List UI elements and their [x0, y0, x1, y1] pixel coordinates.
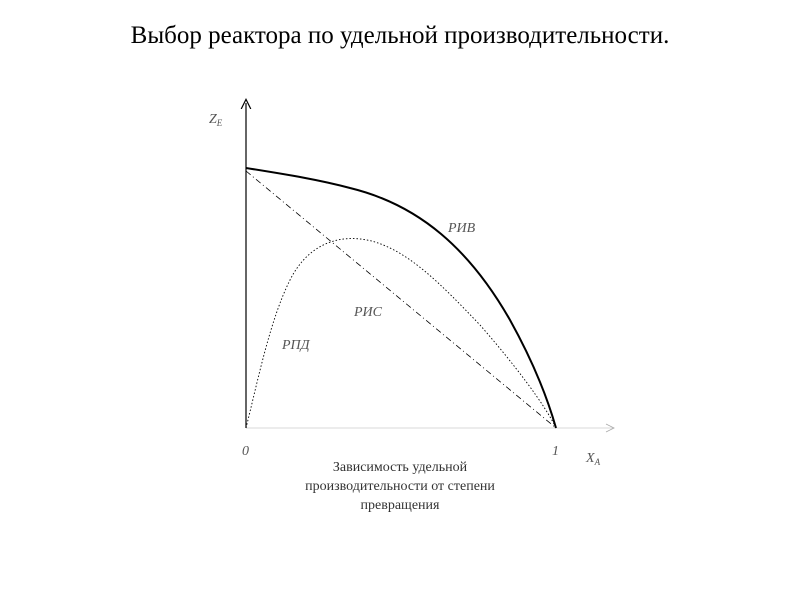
caption-line-2: производительности от степени: [305, 479, 495, 494]
caption-line-3: превращения: [360, 498, 440, 513]
x-end-label: 1: [552, 444, 559, 459]
caption-line-1: Зависимость удельной: [332, 460, 468, 475]
curve-label-ris: РИС: [354, 305, 382, 320]
origin-label: 0: [242, 444, 249, 459]
slide-title: Выбор реактора по удельной производительности.: [130, 22, 670, 49]
diagram-caption: [250, 458, 550, 515]
curve-label-riv: РИВ: [448, 221, 476, 236]
curve-label-rpd: РПД: [282, 338, 310, 353]
x-axis-label: $X_А$: [586, 451, 601, 467]
curve-rpd: [246, 239, 556, 428]
y-axis-label: $Z_Е$: [209, 112, 223, 128]
curve-ris: [246, 171, 556, 428]
